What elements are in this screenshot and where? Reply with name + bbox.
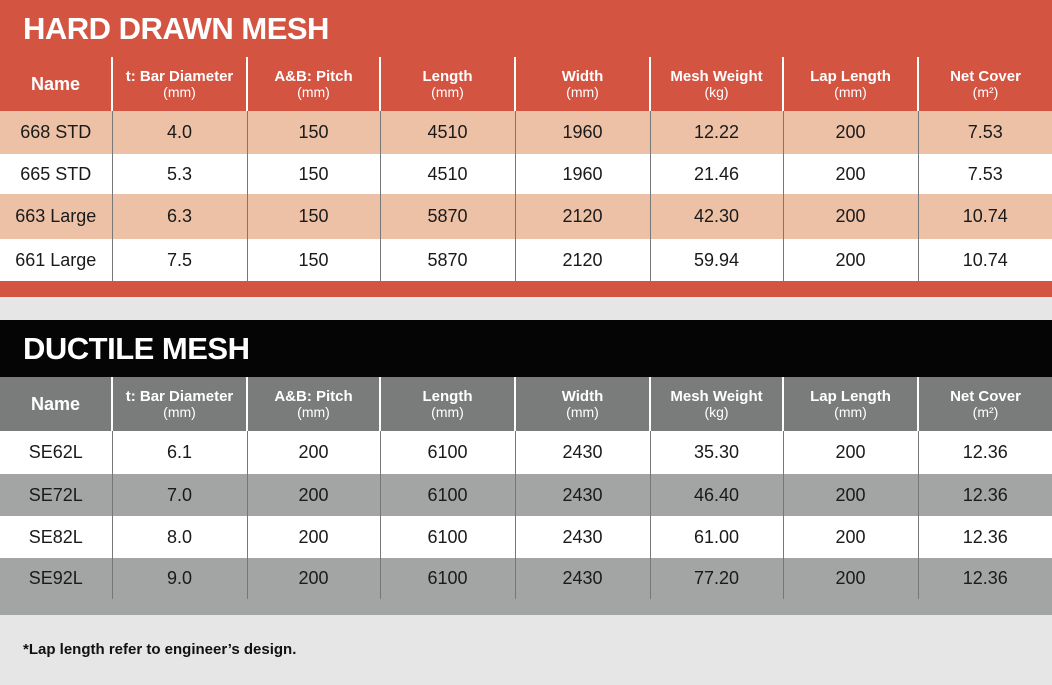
column-header (515, 57, 650, 111)
table-cell: SE72L (28, 484, 83, 505)
table-cell: 61.00 (650, 516, 783, 558)
ductile-table (0, 377, 1052, 599)
table-cell: 5870 (380, 239, 515, 281)
table-cell: 200 (783, 431, 918, 474)
table-cell: 663 Large (15, 206, 97, 226)
column-unit: (mm) (163, 404, 196, 420)
column-label: Lap Length (810, 68, 891, 85)
table-cell: 12.22 (650, 111, 783, 154)
column-header (112, 57, 247, 111)
hard-drawn-table (0, 57, 1052, 281)
table-cell: 200 (783, 194, 918, 239)
table-row (0, 431, 1052, 474)
table-cell: 200 (783, 474, 918, 516)
column-label: Width (561, 388, 604, 405)
table-cell: 200 (247, 474, 380, 516)
column-label: Lap Length (810, 388, 891, 405)
column-unit: (kg) (704, 404, 729, 420)
table-cell: 661 Large (15, 249, 97, 270)
table-cell: 150 (247, 111, 380, 154)
table-cell: 200 (783, 239, 918, 281)
column-unit: (mm) (566, 404, 599, 420)
table-cell: 5870 (380, 194, 515, 239)
table-cell: 42.30 (650, 194, 783, 239)
column-label: Width (561, 68, 604, 85)
hard-drawn-header-row (0, 57, 1052, 111)
column-unit: (mm) (431, 404, 464, 420)
column-unit: (kg) (704, 84, 729, 100)
table-cell: 2430 (515, 431, 650, 474)
table-cell: 200 (247, 431, 380, 474)
column-header (515, 377, 650, 431)
ductile-header-row (0, 377, 1052, 431)
table-cell: 6100 (380, 431, 515, 474)
table-cell: 665 STD (20, 163, 92, 184)
column-header (918, 57, 1052, 111)
table-cell: 9.0 (112, 558, 247, 599)
hard-drawn-section (0, 0, 1052, 297)
table-cell: 200 (783, 558, 918, 599)
table-cell: 200 (247, 558, 380, 599)
table-cell: 200 (783, 516, 918, 558)
table-cell: 7.53 (918, 111, 1052, 154)
footnote: *Lap length refer to engineer’s design. (23, 641, 297, 658)
table-cell: 6100 (380, 474, 515, 516)
column-label: Name (30, 73, 81, 94)
ductile-title: DUCTILE MESH (0, 320, 1052, 377)
column-unit: (mm) (297, 84, 330, 100)
table-cell: 4510 (380, 154, 515, 194)
table-cell: 2430 (515, 558, 650, 599)
column-header (650, 57, 783, 111)
table-cell: 6.3 (112, 194, 247, 239)
column-unit: (mm) (566, 84, 599, 100)
table-cell: 2430 (515, 474, 650, 516)
table-cell: 10.74 (918, 239, 1052, 281)
column-unit: (mm) (297, 404, 330, 420)
table-cell: 4510 (380, 111, 515, 154)
table-row (0, 194, 1052, 239)
table-cell: 59.94 (650, 239, 783, 281)
column-label: Net Cover (950, 68, 1021, 85)
column-label: Name (30, 393, 81, 414)
column-label: Mesh Weight (670, 388, 763, 405)
column-label: Net Cover (950, 388, 1021, 405)
table-cell: 35.30 (650, 431, 783, 474)
column-label: Length (422, 388, 473, 405)
table-cell: 1960 (515, 111, 650, 154)
column-unit: (m²) (972, 404, 999, 420)
table-cell: 10.74 (918, 194, 1052, 239)
column-header (918, 377, 1052, 431)
table-cell: SE62L (28, 442, 83, 462)
column-header (0, 57, 112, 111)
table-cell: 150 (247, 239, 380, 281)
table-cell: 2430 (515, 516, 650, 558)
table-cell: 7.5 (112, 239, 247, 281)
column-unit: (mm) (163, 84, 196, 100)
table-cell: 12.36 (918, 474, 1052, 516)
column-header (0, 377, 112, 431)
table-cell: 77.20 (650, 558, 783, 599)
column-unit: (mm) (431, 84, 464, 100)
column-header (380, 57, 515, 111)
table-row (0, 474, 1052, 516)
column-label: A&B: Pitch (274, 68, 353, 85)
table-cell: 200 (247, 516, 380, 558)
table-row (0, 239, 1052, 281)
table-cell: SE92L (28, 568, 83, 588)
column-label: Length (422, 68, 473, 85)
table-cell: 4.0 (112, 111, 247, 154)
table-cell: 150 (247, 194, 380, 239)
table-cell: 2120 (515, 194, 650, 239)
column-unit: (m²) (972, 84, 999, 100)
table-row (0, 516, 1052, 558)
table-cell: 668 STD (20, 122, 92, 142)
table-cell: 7.53 (918, 154, 1052, 194)
column-unit: (mm) (834, 404, 867, 420)
column-label: t: Bar Diameter (125, 388, 234, 405)
column-unit: (mm) (834, 84, 867, 100)
ductile-bottom-band (0, 599, 1052, 615)
table-cell: 1960 (515, 154, 650, 194)
column-header (380, 377, 515, 431)
table-row (0, 154, 1052, 194)
table-cell: 200 (783, 154, 918, 194)
column-header (112, 377, 247, 431)
table-cell: 8.0 (112, 516, 247, 558)
column-label: Mesh Weight (670, 68, 763, 85)
table-cell: 7.0 (112, 474, 247, 516)
table-cell: 12.36 (918, 516, 1052, 558)
column-header (783, 57, 918, 111)
hard-drawn-title: HARD DRAWN MESH (0, 0, 1052, 57)
table-cell: 12.36 (918, 431, 1052, 474)
column-header (247, 57, 380, 111)
ductile-section (0, 320, 1052, 615)
table-cell: 46.40 (650, 474, 783, 516)
column-header (650, 377, 783, 431)
column-header (783, 377, 918, 431)
table-cell: 200 (783, 111, 918, 154)
hard-drawn-bottom-band (0, 281, 1052, 297)
column-label: A&B: Pitch (274, 388, 353, 405)
table-cell: 12.36 (918, 558, 1052, 599)
table-row (0, 558, 1052, 599)
table-cell: 150 (247, 154, 380, 194)
table-cell: 6100 (380, 516, 515, 558)
table-cell: 5.3 (112, 154, 247, 194)
column-header (247, 377, 380, 431)
table-cell: 21.46 (650, 154, 783, 194)
table-cell: SE82L (28, 526, 83, 547)
table-row (0, 111, 1052, 154)
table-cell: 2120 (515, 239, 650, 281)
table-cell: 6.1 (112, 431, 247, 474)
table-cell: 6100 (380, 558, 515, 599)
column-label: t: Bar Diameter (125, 68, 234, 85)
